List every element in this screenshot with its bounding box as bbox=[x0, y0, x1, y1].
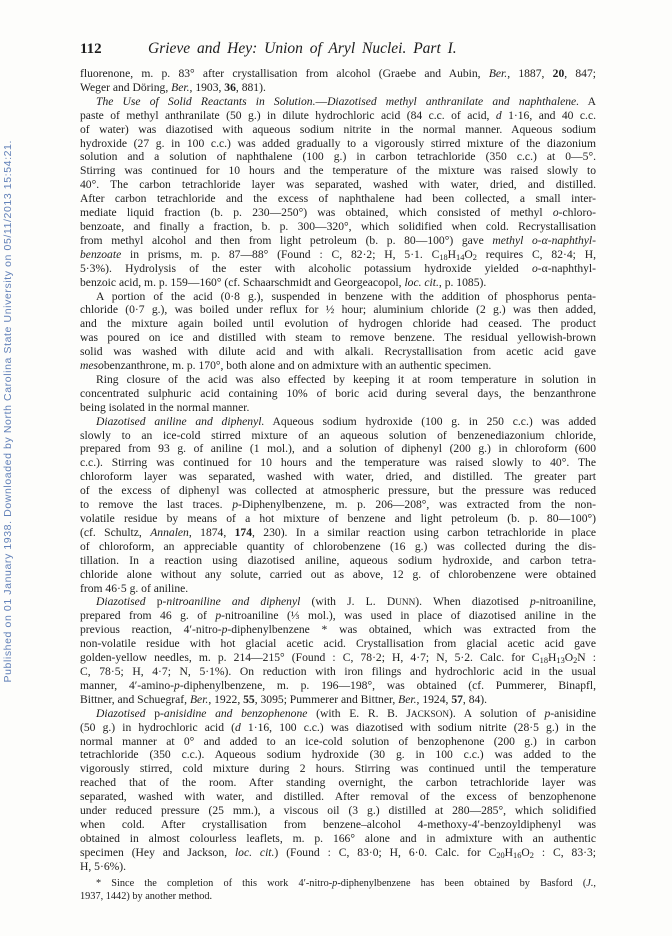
text-run: A bbox=[579, 94, 596, 108]
bold-volume-number: 20 bbox=[552, 67, 565, 80]
bold-volume-number: 57 bbox=[451, 692, 463, 706]
text-run: Bittner, and Schuegraf, bbox=[80, 692, 190, 706]
text-run: separated, washed with water, and distilled. After removal of the excess of benzophenone bbox=[80, 790, 596, 804]
bold-volume-number: 174 bbox=[234, 525, 253, 539]
text-run: from 46·5 g. of aniline. bbox=[80, 581, 189, 595]
text-run: in prisms, m. p. 87—88° (Found : C, 82·2; H, 5·1. C bbox=[121, 247, 440, 261]
text-run: : C, 83·3; bbox=[533, 845, 596, 859]
text-run: mediate liquid fraction (b. p. 230—250°) was obtained, which consisted of methyl bbox=[80, 206, 553, 220]
text-line bbox=[80, 429, 596, 443]
italic-text: Ber. bbox=[171, 80, 190, 94]
text-run: , 1922, bbox=[208, 692, 244, 706]
text-line bbox=[80, 512, 596, 526]
text-run: ). When diazotised bbox=[415, 595, 530, 609]
italic-text: p bbox=[544, 706, 551, 720]
text-line bbox=[80, 109, 596, 123]
text-run: benzoic acid, m. p. 159—160° (cf. Schaarschmidt and Georgeacopol, bbox=[80, 275, 405, 289]
text-run: H bbox=[504, 845, 514, 859]
text-run: -diphenylbenzene has been obtained by Basford ( bbox=[337, 878, 587, 889]
text-line bbox=[80, 373, 596, 387]
running-title: Grieve and Hey: Union of Aryl Nuclei. Part I. bbox=[148, 40, 457, 57]
article-body bbox=[80, 67, 596, 874]
text-run: — bbox=[315, 94, 328, 108]
text-run: -diphenylbenzene, m. p. 196—198°, was obtained (cf. Pummerer, Binapfl, bbox=[179, 678, 596, 692]
text-run: -α-naphthyl- bbox=[537, 261, 596, 275]
text-run: -diphenylbenzene * was obtained, which was extracted from the bbox=[227, 623, 596, 637]
italic-text: Diazotised methyl anthranilate and naphthalene. bbox=[327, 94, 580, 108]
paragraph bbox=[80, 415, 596, 596]
text-run: under reduced pressure (25 mm.), a viscous oil (3 g.) distilled at 280—285°, which solidified bbox=[80, 804, 596, 818]
text-run: (50 g.) in hydrochloric acid ( bbox=[80, 720, 236, 734]
subscript: 18 bbox=[439, 253, 448, 263]
text-line bbox=[80, 582, 596, 596]
italic-text: o bbox=[552, 206, 559, 220]
text-line bbox=[80, 401, 596, 415]
text-run: benzanthrone, m. p. 170°, both alone and on admixture with an authentic specimen. bbox=[103, 359, 492, 373]
subscript: 14 bbox=[456, 253, 465, 263]
text-line bbox=[80, 317, 596, 331]
text-run: benzoate, and finally a fraction, b. p. 300—320°, which solidified when cold. Recrystallisation bbox=[80, 219, 596, 233]
text-line bbox=[80, 234, 596, 248]
italic-text: p bbox=[221, 623, 228, 637]
text-run: O bbox=[464, 247, 473, 261]
text-run: concentrated sulphuric acid containing 10% of boric acid during several days, the benzanthrone bbox=[80, 386, 596, 400]
text-run: specimen (Hey and Jackson, bbox=[80, 845, 235, 859]
subscript: 16 bbox=[513, 851, 522, 861]
italic-text: benzoate bbox=[80, 247, 122, 261]
paragraph bbox=[80, 290, 596, 373]
text-line bbox=[80, 568, 596, 582]
text-run: of the excess of diphenyl was collected at atmospheric pressure, but the pressure was reduced bbox=[80, 484, 596, 498]
text-run: tetrachloride (350 c.c.). Aqueous sodium hydroxide (30 g. in 100 c.c.) was added to the bbox=[80, 748, 596, 762]
page-number: 112 bbox=[80, 41, 102, 57]
italic-text: Ber. bbox=[488, 67, 508, 80]
text-run: and the mixture again boiled until evolution of hydrogen chloride had ceased. The product bbox=[80, 317, 596, 331]
text-line bbox=[80, 290, 596, 304]
text-line bbox=[80, 331, 596, 345]
text-line bbox=[80, 790, 596, 804]
text-line bbox=[80, 776, 596, 790]
text-run: , p. 1085). bbox=[438, 275, 487, 289]
text-line bbox=[80, 387, 596, 401]
bold-volume-number: 55 bbox=[243, 692, 255, 706]
italic-text: p bbox=[174, 678, 180, 692]
italic-text: p bbox=[332, 878, 338, 889]
text-line bbox=[80, 595, 596, 609]
italic-text: p bbox=[529, 595, 536, 609]
text-run: being isolated in the normal manner. bbox=[80, 400, 250, 414]
subscript: 18 bbox=[539, 656, 549, 666]
text-run: previous reaction, 4′-nitro- bbox=[80, 623, 222, 637]
text-run: vigorously stirred, cold mixture during 2 hours. Stirring was continued until the temperature bbox=[80, 762, 596, 776]
text-run: p bbox=[156, 595, 163, 609]
text-run: 1·16, and 40 c.c. bbox=[501, 108, 596, 122]
text-line bbox=[80, 526, 596, 540]
paragraph bbox=[80, 373, 596, 415]
text-run: H, 5·6%). bbox=[80, 859, 127, 873]
text-run: hydroxide (27 g. in 100 c.c.) was added gradually to a vigorously stirred mixture of the diazonium bbox=[80, 136, 596, 150]
text-run: , 1874, bbox=[188, 525, 235, 539]
text-line bbox=[80, 846, 596, 860]
subscript: 2 bbox=[472, 253, 477, 263]
text-line bbox=[80, 178, 596, 192]
text-line bbox=[80, 651, 596, 665]
text-run: (with J. L. bbox=[300, 595, 387, 609]
text-line bbox=[80, 804, 596, 818]
text-line bbox=[80, 276, 596, 290]
text-run: (cf. Schultz, bbox=[80, 525, 151, 539]
text-line bbox=[80, 707, 596, 721]
text-line bbox=[80, 123, 596, 137]
text-run: (with E. R. B. bbox=[307, 706, 407, 720]
subscript: 2 bbox=[529, 851, 534, 861]
text-line bbox=[80, 540, 596, 554]
text-line bbox=[80, 95, 596, 109]
text-run: 1·16, 100 c.c.) was diazotised with sodium nitrite (28·5 g.) in the bbox=[240, 720, 596, 734]
text-run: , 1924, bbox=[416, 692, 452, 706]
text-run: 1937, 1442) by another method. bbox=[80, 890, 213, 902]
text-line bbox=[80, 359, 596, 373]
text-line bbox=[80, 206, 596, 220]
text-line bbox=[80, 748, 596, 762]
text-line bbox=[80, 623, 596, 637]
italic-text: d bbox=[235, 720, 241, 734]
text-run: -Diphenylbenzene, m. p. 206—208°, was extracted from the non- bbox=[238, 498, 597, 512]
text-run: A portion of the acid (0·8 g.), suspended in benzene with the addition of phosphorus penta- bbox=[96, 289, 596, 303]
subscript: 13 bbox=[556, 656, 565, 666]
text-run: paste of methyl anthranilate (50 g.) in dilute hydrochloric acid (84 c.c. of acid, bbox=[80, 108, 496, 122]
text-run: 5·3%). Hydrolysis of the ester with alcoholic potassium hydroxide yielded bbox=[80, 261, 532, 275]
paragraph bbox=[80, 595, 596, 706]
text-line bbox=[80, 192, 596, 206]
text-run: Stirring was continued for 10 hours and the temperature of the mixture was raised slowly to bbox=[80, 164, 596, 178]
paragraph bbox=[80, 707, 596, 874]
text-run: * Since the completion of this work 4′-nitro- bbox=[96, 878, 333, 889]
text-line bbox=[80, 762, 596, 776]
text-run: H bbox=[548, 651, 557, 665]
italic-text: -anisidine and benzophenone bbox=[160, 706, 308, 720]
subscript: 2 bbox=[573, 656, 578, 666]
text-run: p bbox=[154, 706, 161, 720]
text-run: non-volatile residue with hot glacial acetic acid. Crystallisation from glacial acetic acid gave bbox=[80, 637, 596, 651]
text-run: -nitroaniline, bbox=[535, 595, 596, 609]
text-run: when cold. After crystallisation from benzene–alcohol 4-methoxy-4′-benzoyldiphenyl was bbox=[80, 817, 596, 831]
text-run: manner, 4′-amino- bbox=[80, 678, 175, 692]
text-run: -chloro- bbox=[558, 206, 596, 220]
text-run: of water) was diazotised with aqueous sodium nitrite in the normal manner. Aqueous sodium bbox=[80, 122, 596, 136]
text-run: chloride (0·7 g.), was boiled under reflux for ½ hour; aluminium chloride (2 g.) was then added, bbox=[80, 303, 596, 317]
text-line bbox=[80, 345, 596, 359]
text-run: Aqueous sodium hydroxide (100 g. in 250 c.c.) was added bbox=[264, 414, 596, 428]
text-run: solution and a solution of naphthalene (100 g.) in carbon tetrachloride (350 c.c.) at 0—5°. bbox=[80, 150, 596, 164]
italic-text: Annalen bbox=[150, 525, 189, 539]
text-run: , 84). bbox=[462, 692, 488, 706]
italic-text: Diazotised bbox=[96, 706, 155, 720]
text-run: from methyl alcohol and then from light petroleum (b. p. 80—100°) gave bbox=[80, 233, 493, 247]
italic-text: loc. cit. bbox=[404, 275, 439, 289]
text-run: , 847; bbox=[564, 67, 596, 80]
italic-text: -nitroaniline and diphenyl bbox=[162, 595, 301, 609]
italic-text: Diazotised aniline and diphenyl. bbox=[96, 414, 265, 428]
text-run: golden-yellow needles, m. p. 214—215° (Found : C, 78·2; H, 4·7; N, 5·2. Calc. for C bbox=[80, 651, 540, 665]
text-run: chloroform layer was separated, washed with water, dried, and distilled. The greater part bbox=[80, 470, 596, 484]
text-line bbox=[80, 262, 596, 276]
text-line bbox=[80, 303, 596, 317]
text-run: 40°. The carbon tetrachloride layer was separated, washed with water, dried, and distilled. bbox=[80, 178, 596, 192]
text-run: obtained in almost colourless leaflets, m. p. 166° alone and in admixture with an authentic bbox=[80, 831, 596, 845]
text-line bbox=[80, 878, 596, 891]
paragraph bbox=[80, 67, 596, 95]
italic-text: d bbox=[495, 108, 502, 122]
text-run: prepared from 93 g. of aniline (1 mol.), and a solution of diphenyl (200 g.) in chloroform (600 bbox=[80, 442, 596, 456]
paragraph bbox=[80, 95, 596, 290]
text-run: -nitroaniline (⅓ mol.), was used in place of diazotised aniline in the bbox=[221, 609, 596, 623]
text-run: -anisidine bbox=[550, 706, 596, 720]
text-run: ) (Found : C, 83·0; H, 6·0. Calc. for C bbox=[274, 845, 497, 859]
italic-text: p bbox=[215, 609, 222, 623]
text-run: of chloroform, an appreciable quantity of chlorobenzene (16 g.) was collected during the dis- bbox=[80, 539, 596, 553]
text-line bbox=[80, 415, 596, 429]
text-line bbox=[80, 498, 596, 512]
footnote bbox=[80, 878, 596, 903]
text-line bbox=[80, 891, 596, 904]
text-run: prepared from 46 g. of bbox=[80, 609, 216, 623]
text-run: solid was washed with dilute acid and with alkali. Recrystallisation from acetic acid gave bbox=[80, 345, 596, 359]
text-run: After carbon tetrachloride and the excess of naphthalene had been collected, a small inter- bbox=[80, 192, 596, 206]
text-line bbox=[80, 150, 596, 164]
text-line bbox=[80, 248, 596, 262]
subscript: 20 bbox=[496, 851, 505, 861]
text-run: C, 78·5; H, 4·7; N, 5·1%). On reduction with iron filings and hydrochloric acid in the usual bbox=[80, 664, 596, 678]
text-run: Weger and Döring, bbox=[80, 80, 172, 94]
small-caps-name: JACKSON bbox=[406, 706, 450, 720]
bold-volume-number: 36 bbox=[224, 80, 236, 94]
text-line bbox=[80, 818, 596, 832]
italic-text: o bbox=[531, 261, 538, 275]
italic-text: Diazotised bbox=[96, 595, 157, 609]
text-run: ). A solution of bbox=[449, 706, 545, 720]
italic-text: J. bbox=[586, 878, 594, 889]
text-run: H bbox=[447, 247, 457, 261]
text-line bbox=[80, 679, 596, 693]
text-run: , 1903, bbox=[189, 80, 225, 94]
text-run: chloride alone without any solute, carried out as above, 12 g. of chlorobenzene were obtained bbox=[80, 567, 596, 581]
text-line bbox=[80, 220, 596, 234]
text-run: , bbox=[593, 878, 596, 889]
text-line bbox=[80, 81, 596, 95]
italic-text: meso bbox=[80, 359, 104, 373]
text-line bbox=[80, 470, 596, 484]
text-run: , 1887, bbox=[507, 67, 553, 80]
text-line bbox=[80, 164, 596, 178]
text-line bbox=[80, 442, 596, 456]
text-line bbox=[80, 693, 596, 707]
text-run: Ring closure of the acid was also effected by keeping it at room temperature in solution in bbox=[96, 372, 596, 386]
italic-text: loc. cit. bbox=[234, 845, 275, 859]
text-run: was poured on ice and distilled with steam to remove benzene. The residual yellowish-brown bbox=[80, 331, 596, 345]
text-line bbox=[80, 554, 596, 568]
text-line bbox=[80, 735, 596, 749]
text-line bbox=[80, 665, 596, 679]
text-run: requires C, 82·4; H, bbox=[476, 247, 597, 261]
text-line bbox=[80, 860, 596, 874]
text-line bbox=[80, 637, 596, 651]
text-run: , 230). In a similar reaction using carbon tetrachloride in place bbox=[252, 525, 596, 539]
italic-text: Ber. bbox=[189, 692, 209, 706]
text-run: normal manner at 0° and added to an ice-cold solution of benzophenone (200 g.) in carbon bbox=[80, 734, 596, 748]
italic-text: methyl o-α-naphthyl- bbox=[492, 233, 596, 247]
text-run: to remove the last traces. bbox=[80, 498, 233, 512]
text-line bbox=[80, 721, 596, 735]
text-line bbox=[80, 67, 596, 81]
text-run: c.c.). Stirring was continued for 10 hours and the temperature was raised slowly to 40°. The bbox=[80, 456, 596, 470]
text-run: reached that of the room. After standing overnight, the carbon tetrachloride layer was bbox=[80, 776, 596, 790]
italic-text: The Use of Solid Reactants in Solution. bbox=[96, 94, 316, 108]
text-run: N : bbox=[577, 651, 596, 665]
text-run: , 881). bbox=[235, 80, 266, 94]
italic-text: Ber. bbox=[398, 692, 417, 706]
text-run: O bbox=[521, 845, 530, 859]
text-run: fluorenone, m. p. 83° after crystallisation from alcohol (Graebe and Aubin, bbox=[80, 67, 489, 80]
italic-text: p bbox=[232, 498, 238, 512]
text-line bbox=[80, 456, 596, 470]
text-line bbox=[80, 484, 596, 498]
text-run: O bbox=[564, 651, 574, 665]
text-run: slowly to an ice-cold stirred mixture of an aqueous solution of benzenediazonium chloride, bbox=[80, 428, 596, 442]
small-caps-name: DUNN bbox=[386, 595, 416, 609]
download-watermark: Published on 01 January 1938. Downloaded by North Carolina State University on 05/11/2013 15:54:21. bbox=[2, 140, 14, 683]
text-line bbox=[80, 137, 596, 151]
text-run: tillation. In a reaction using diazotised aniline, aqueous sodium hydroxide, and carbon tetra- bbox=[80, 553, 596, 567]
text-run: volatile residue by means of a hot mixture of benzene and light petroleum (b. p. 80—100°) bbox=[80, 512, 596, 525]
text-line bbox=[80, 832, 596, 846]
text-line bbox=[80, 609, 596, 623]
text-run: , 3095; Pummerer and Bittner, bbox=[254, 692, 399, 706]
